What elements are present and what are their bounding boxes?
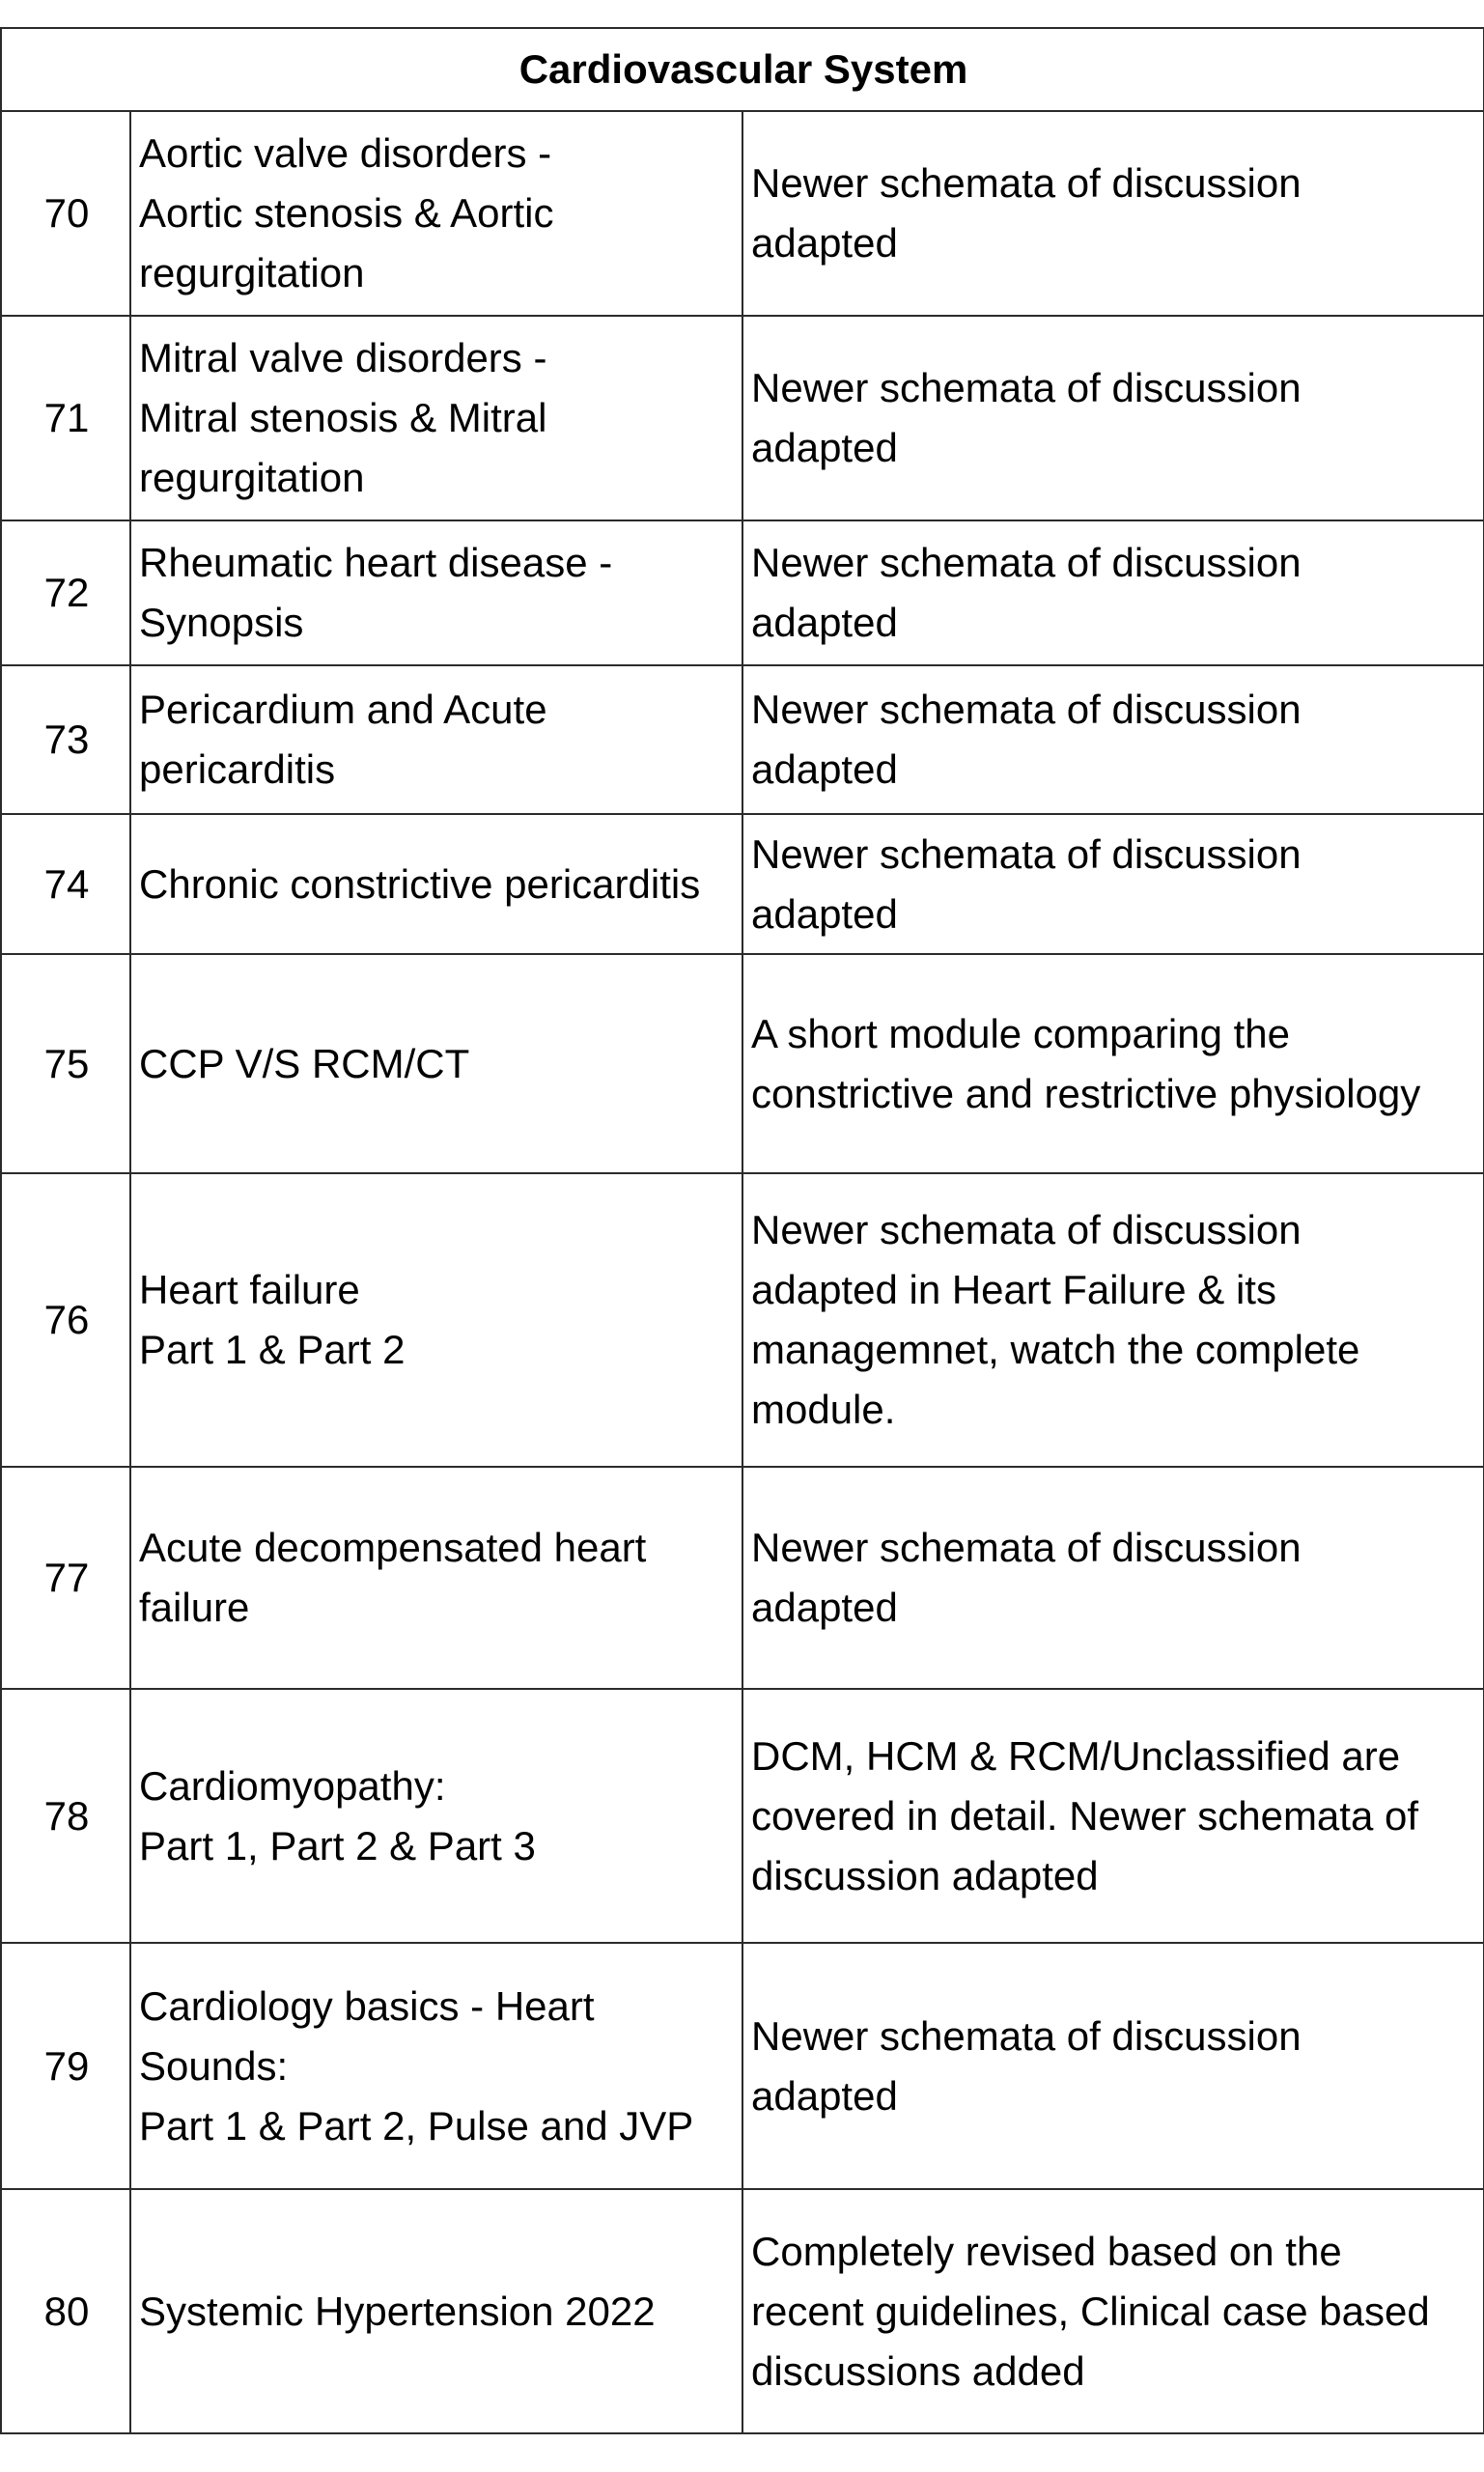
row-number: 76 (1, 1173, 130, 1467)
table-row (1, 1173, 1484, 1467)
note-cell: Completely revised based on the recent guidelines, Clinical case based discussions added (742, 2189, 1484, 2433)
topic-cell: Cardiomyopathy: Part 1, Part 2 & Part 3 (130, 1689, 742, 1943)
topic-cell: Chronic constrictive pericarditis (130, 814, 742, 954)
topic-cell: Aortic valve disorders - Aortic stenosis & Aortic regurgitation (130, 111, 742, 316)
table-row (1, 1943, 1484, 2189)
topic-cell: Rheumatic heart disease - Synopsis (130, 520, 742, 665)
table-row (1, 2189, 1484, 2433)
table-row (1, 1467, 1484, 1689)
table-row (1, 814, 1484, 954)
row-number: 77 (1, 1467, 130, 1689)
note-cell: Newer schemata of discussion adapted (742, 665, 1484, 814)
table-row (1, 1689, 1484, 1943)
note-cell: Newer schemata of discussion adapted (742, 1943, 1484, 2189)
note-cell: Newer schemata of discussion adapted (742, 520, 1484, 665)
topic-cell: CCP V/S RCM/CT (130, 954, 742, 1173)
table-row (1, 316, 1484, 520)
section-header-row (1, 28, 1484, 111)
note-cell: DCM, HCM & RCM/Unclassified are covered in detail. Newer schemata of discussion adapted (742, 1689, 1484, 1943)
topic-cell: Pericardium and Acute pericarditis (130, 665, 742, 814)
row-number: 73 (1, 665, 130, 814)
note-cell: Newer schemata of discussion adapted in Heart Failure & its managemnet, watch the complete module. (742, 1173, 1484, 1467)
section-title: Cardiovascular System (1, 28, 1484, 111)
table-row (1, 954, 1484, 1173)
note-cell: Newer schemata of discussion adapted (742, 814, 1484, 954)
row-number: 72 (1, 520, 130, 665)
table-row (1, 111, 1484, 316)
topic-cell: Cardiology basics - Heart Sounds: Part 1 & Part 2, Pulse and JVP (130, 1943, 742, 2189)
row-number: 75 (1, 954, 130, 1173)
topic-cell: Mitral valve disorders - Mitral stenosis & Mitral regurgitation (130, 316, 742, 520)
row-number: 71 (1, 316, 130, 520)
topic-cell: Systemic Hypertension 2022 (130, 2189, 742, 2433)
note-cell: Newer schemata of discussion adapted (742, 111, 1484, 316)
table-row (1, 665, 1484, 814)
table-body (1, 111, 1484, 2433)
note-cell: Newer schemata of discussion adapted (742, 316, 1484, 520)
row-number: 78 (1, 1689, 130, 1943)
row-number: 80 (1, 2189, 130, 2433)
row-number: 74 (1, 814, 130, 954)
table-row (1, 520, 1484, 665)
row-number: 70 (1, 111, 130, 316)
note-cell: A short module comparing the constrictive and restrictive physiology (742, 954, 1484, 1173)
topic-cell: Acute decompensated heart failure (130, 1467, 742, 1689)
note-cell: Newer schemata of discussion adapted (742, 1467, 1484, 1689)
syllabus-table (0, 27, 1484, 2434)
topic-cell: Heart failure Part 1 & Part 2 (130, 1173, 742, 1467)
row-number: 79 (1, 1943, 130, 2189)
